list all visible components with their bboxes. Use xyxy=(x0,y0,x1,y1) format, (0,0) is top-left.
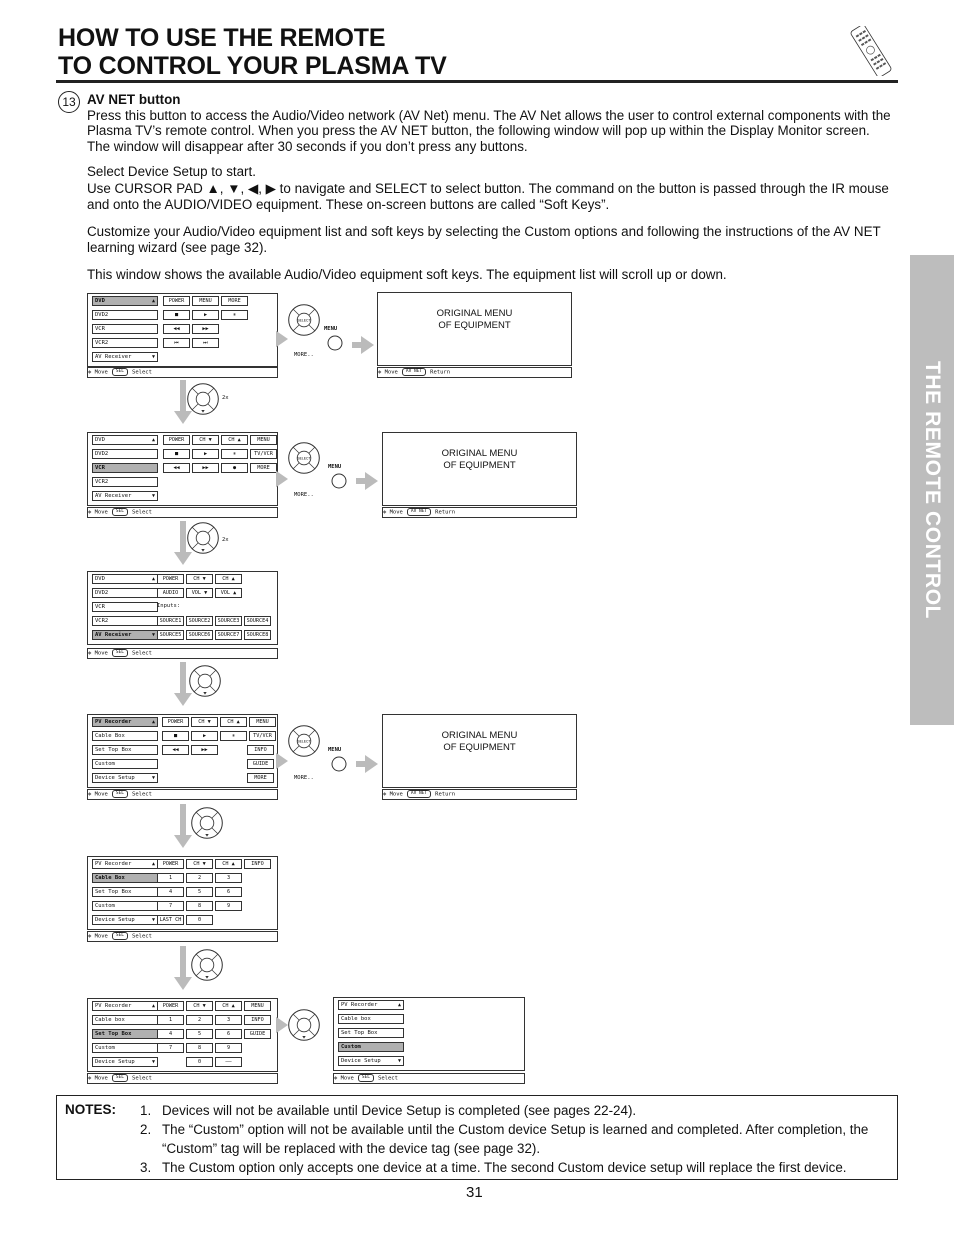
screen-footer-bar xyxy=(87,931,278,942)
soft-key-button[interactable]: 7 xyxy=(157,1043,184,1053)
original-menu-text xyxy=(378,308,571,332)
soft-key-button[interactable]: ⏸ xyxy=(220,731,247,741)
soft-key-button[interactable]: 8 xyxy=(186,901,213,911)
soft-key-button[interactable]: 2 xyxy=(186,1015,213,1025)
soft-key-button[interactable]: ■ xyxy=(162,731,189,741)
svg-text:SELECT: SELECT xyxy=(297,739,311,744)
soft-key-button[interactable]: SOURCE6 xyxy=(186,630,213,640)
soft-key-button[interactable]: AUDIO xyxy=(157,588,184,598)
soft-key-button[interactable]: 3 xyxy=(215,1015,242,1025)
note-text: The Custom option only accepts one device at a time. The second Custom device setup will replace the first device. xyxy=(162,1160,847,1175)
soft-key-button[interactable]: CH ▼ xyxy=(186,1001,213,1011)
cursor-pad-icon xyxy=(287,1008,321,1042)
soft-key-button[interactable]: POWER xyxy=(157,859,184,869)
soft-key-button[interactable]: LAST CH xyxy=(157,915,184,925)
device-list-item[interactable]: DVD2 xyxy=(92,449,158,459)
device-list-item[interactable]: Custom xyxy=(338,1042,404,1052)
device-list-item[interactable]: Device Setup ▼ xyxy=(338,1056,404,1066)
soft-key-button[interactable]: MORE xyxy=(247,773,274,783)
footer-select-label: Select xyxy=(378,1075,398,1082)
footer-return-label: Return xyxy=(435,509,456,516)
footer-move-label: ✥ Move xyxy=(383,791,403,798)
cursor-pad-icon xyxy=(287,441,321,475)
soft-key-button[interactable]: ■ xyxy=(163,310,190,320)
soft-key-button[interactable]: ▶ xyxy=(192,449,219,459)
footer-move-label: ✥ Move xyxy=(88,650,108,657)
soft-key-button[interactable]: MORE xyxy=(250,463,277,473)
soft-key-button[interactable]: MENU xyxy=(192,296,219,306)
sel-key-icon: SEL xyxy=(112,932,128,940)
soft-key-button[interactable]: 4 xyxy=(157,1029,184,1039)
soft-key-button[interactable]: ■ xyxy=(163,449,190,459)
cursor-pad-icon xyxy=(186,521,220,555)
footer-move-label: ✥ Move xyxy=(334,1075,354,1082)
soft-key-button[interactable]: ▶▶ xyxy=(192,324,219,334)
sel-key-icon: SEL xyxy=(112,649,128,657)
device-list-item[interactable]: AV Receiver ▼ xyxy=(92,352,158,362)
device-list-item[interactable]: VCR xyxy=(92,602,158,612)
cursor-pad-icon xyxy=(287,724,321,758)
notes-box xyxy=(56,1095,898,1180)
soft-key-button[interactable]: CH ▲ xyxy=(215,1001,242,1011)
menu-key-label: MENU xyxy=(328,747,342,753)
soft-key-button[interactable]: 6 xyxy=(215,887,242,897)
note-number: 2. xyxy=(140,1122,152,1137)
paragraph-4: Customize your Audio/Video equipment list and soft keys by selecting the Custom options and following the instructions of the AV NET learning wizard (see page 32). xyxy=(87,224,881,255)
soft-key-button[interactable]: 1 xyxy=(157,873,184,883)
side-tab-label: THE REMOTE CONTROL xyxy=(921,360,944,620)
device-list-item[interactable]: DVD2 xyxy=(92,588,158,598)
soft-key-button[interactable]: 9 xyxy=(215,1043,242,1053)
footer-select-label: Select xyxy=(132,369,152,376)
footer-move-label: ✥ Move xyxy=(88,509,108,516)
flow-arrow-right-icon xyxy=(352,336,374,354)
device-list-item[interactable]: VCR xyxy=(92,324,158,334)
device-list-item[interactable]: AV Receiver ▼ xyxy=(92,491,158,501)
device-list-item[interactable]: Set Top Box xyxy=(92,1029,158,1039)
soft-key-button[interactable]: INFO xyxy=(247,745,274,755)
device-list-item[interactable]: PV Recorder ▲ xyxy=(338,1000,404,1010)
device-list-item[interactable]: PV Recorder ▲ xyxy=(92,859,158,869)
note-number: 1. xyxy=(140,1103,152,1118)
soft-key-button[interactable]: SOURCE5 xyxy=(157,630,184,640)
menu-key-label: MENU xyxy=(328,464,342,470)
footer-move-label: ✥ Move xyxy=(88,791,108,798)
cursor-pad-icon xyxy=(190,806,224,840)
device-list-item[interactable]: Set Top Box xyxy=(338,1028,404,1038)
more-label: MORE.. xyxy=(294,352,314,358)
sel-key-icon: SEL xyxy=(112,508,128,516)
original-menu-line-2: OF EQUIPMENT xyxy=(443,460,516,471)
device-list-item[interactable]: Cable box xyxy=(338,1014,404,1024)
footer-select-label: Select xyxy=(132,933,152,940)
device-list-item[interactable]: Device Setup ▼ xyxy=(92,1057,158,1067)
scroll-down-icon: ▼ xyxy=(151,917,155,923)
cursor-pad-icon xyxy=(186,382,220,416)
soft-key-button[interactable]: 4 xyxy=(157,887,184,897)
press-twice-label: 2x xyxy=(222,537,229,543)
avnet-key-icon: AV NET xyxy=(407,790,431,798)
soft-key-button[interactable]: INFO xyxy=(244,1015,271,1025)
sel-key-icon: SEL xyxy=(112,1074,128,1082)
avnet-key-icon: AV NET xyxy=(402,368,426,376)
device-list-item[interactable]: VCR2 xyxy=(92,616,158,626)
soft-key-button[interactable]: ◀◀ xyxy=(163,463,190,473)
scroll-up-icon: ▲ xyxy=(151,576,155,582)
original-menu-line-1: ORIGINAL MENU xyxy=(441,730,518,741)
soft-key-button[interactable]: VOL ▼ xyxy=(186,588,213,598)
screen-footer-bar xyxy=(333,1073,525,1084)
device-list-item[interactable]: DVD ▲ xyxy=(92,296,158,306)
soft-key-button[interactable]: TV/VCR xyxy=(249,731,276,741)
screen-footer-bar xyxy=(382,789,577,800)
footer-return-label: Return xyxy=(435,791,456,798)
device-list-item[interactable]: PV Recorder ▲ xyxy=(92,717,158,727)
scroll-down-icon: ▼ xyxy=(151,775,155,781)
side-tab xyxy=(910,255,954,725)
soft-key-button[interactable]: ⏸ xyxy=(221,310,248,320)
device-list-item[interactable]: Custom xyxy=(92,901,158,911)
soft-key-button[interactable]: ◀◀ xyxy=(163,324,190,334)
soft-key-button[interactable]: 6 xyxy=(215,1029,242,1039)
menu-button-icon xyxy=(330,472,348,490)
original-menu-line-1: ORIGINAL MENU xyxy=(441,448,518,459)
device-list-item[interactable]: Cable box xyxy=(92,1015,158,1025)
soft-key-button[interactable]: MENU xyxy=(244,1001,271,1011)
step-number-badge: 13 xyxy=(58,91,80,113)
device-list-item[interactable]: DVD ▲ xyxy=(92,435,158,445)
footer-select-label: Select xyxy=(132,791,152,798)
footer-select-label: Select xyxy=(132,1075,152,1082)
title-rule xyxy=(56,80,898,83)
sel-key-icon: SEL xyxy=(112,790,128,798)
soft-key-button[interactable]: CH ▼ xyxy=(192,435,219,445)
original-menu-box xyxy=(377,292,572,366)
device-list-item[interactable]: PV Recorder ▲ xyxy=(92,1001,158,1011)
device-list-item[interactable]: Cable Box xyxy=(92,731,158,741)
soft-key-button[interactable]: ⏮ xyxy=(163,338,190,348)
soft-key-button[interactable]: 1 xyxy=(157,1015,184,1025)
scroll-up-icon: ▲ xyxy=(151,1003,155,1009)
device-list-item[interactable]: Set Top Box xyxy=(92,745,158,755)
section-heading: AV NET button xyxy=(87,92,181,107)
soft-key-button[interactable]: SOURCE2 xyxy=(186,616,213,626)
note-text: Devices will not be available until Device Setup is completed (see pages 22-24). xyxy=(162,1103,637,1118)
device-list-item[interactable]: Device Setup ▼ xyxy=(92,915,158,925)
original-menu-line-2: OF EQUIPMENT xyxy=(443,742,516,753)
cursor-pad-icon xyxy=(188,664,222,698)
soft-key-button[interactable]: POWER xyxy=(163,296,190,306)
soft-key-button[interactable]: SOURCE8 xyxy=(244,630,271,640)
screen-footer-bar xyxy=(87,367,278,378)
cursor-pad-icon xyxy=(287,303,321,337)
sel-key-icon: SEL xyxy=(112,368,128,376)
soft-key-button[interactable]: SOURCE4 xyxy=(244,616,271,626)
inputs-label: Inputs: xyxy=(157,603,181,609)
soft-key-button[interactable]: CH ▲ xyxy=(221,435,248,445)
note-text: The “Custom” option will not be available until the Custom device Setup is learned and completed. After completion, the “Custom” tag will be replaced with the device tag (see page 32). xyxy=(162,1122,869,1156)
flow-arrow-right-icon xyxy=(356,755,378,773)
scroll-down-icon: ▼ xyxy=(151,1059,155,1065)
note-number: 3. xyxy=(140,1160,152,1175)
original-menu-line-2: OF EQUIPMENT xyxy=(438,320,511,331)
soft-key-button[interactable]: SOURCE3 xyxy=(215,616,242,626)
svg-text:SELECT: SELECT xyxy=(297,456,311,461)
soft-key-button[interactable]: CH ▲ xyxy=(220,717,247,727)
screen-footer-bar xyxy=(87,648,278,659)
soft-key-button[interactable]: 0 xyxy=(186,1057,213,1067)
soft-key-button[interactable]: ▶▶ xyxy=(192,463,219,473)
footer-move-label: ✥ Move xyxy=(383,509,403,516)
cursor-pad-icon xyxy=(190,948,224,982)
device-list-item[interactable]: DVD ▲ xyxy=(92,574,158,584)
footer-return-label: Return xyxy=(430,369,451,376)
original-menu-line-1: ORIGINAL MENU xyxy=(436,308,513,319)
flow-arrow-right-icon xyxy=(356,472,378,490)
soft-key-button[interactable]: POWER xyxy=(163,435,190,445)
soft-key-button[interactable]: ● xyxy=(221,463,248,473)
soft-key-button[interactable]: ▶ xyxy=(191,731,218,741)
scroll-up-icon: ▲ xyxy=(151,861,155,867)
soft-key-button[interactable]: MENU xyxy=(249,717,276,727)
soft-key-button[interactable]: 3 xyxy=(215,873,242,883)
soft-key-button[interactable]: GUIDE xyxy=(247,759,274,769)
scroll-up-icon: ▲ xyxy=(151,719,155,725)
more-label: MORE.. xyxy=(294,492,314,498)
soft-key-button[interactable]: POWER xyxy=(162,717,189,727)
menu-button-icon xyxy=(330,755,348,773)
more-label: MORE.. xyxy=(294,775,314,781)
screen-footer-bar xyxy=(382,507,577,518)
section-body-1 xyxy=(87,92,893,154)
scroll-down-icon: ▼ xyxy=(151,354,155,360)
original-menu-text xyxy=(383,730,576,754)
svg-text:SELECT: SELECT xyxy=(297,318,311,323)
soft-key-button[interactable]: CH ▼ xyxy=(191,717,218,727)
scroll-down-icon: ▼ xyxy=(397,1058,401,1064)
screen-footer-bar xyxy=(87,507,278,518)
footer-select-label: Select xyxy=(132,650,152,657)
paragraph-2: Select Device Setup to start. xyxy=(87,164,256,179)
soft-key-button[interactable]: ▶▶ xyxy=(191,745,218,755)
scroll-down-icon: ▼ xyxy=(151,632,155,638)
sel-key-icon: SEL xyxy=(358,1074,374,1082)
soft-key-button[interactable]: ⏸ xyxy=(221,449,248,459)
menu-key-label: MENU xyxy=(324,326,338,332)
footer-select-label: Select xyxy=(132,509,152,516)
device-list-item[interactable]: Cable Box xyxy=(92,873,158,883)
device-list-item[interactable]: Custom xyxy=(92,1043,158,1053)
soft-key-button[interactable]: ▶ xyxy=(192,310,219,320)
device-list-item[interactable]: AV Receiver ▼ xyxy=(92,630,158,640)
soft-key-button[interactable]: 5 xyxy=(186,1029,213,1039)
footer-move-label: ✥ Move xyxy=(378,369,398,376)
device-list-item[interactable]: Set Top Box xyxy=(92,887,158,897)
footer-move-label: ✥ Move xyxy=(88,933,108,940)
device-list-item[interactable]: VCR2 xyxy=(92,477,158,487)
scroll-up-icon: ▲ xyxy=(151,437,155,443)
title-line-2: TO CONTROL YOUR PLASMA TV xyxy=(58,52,447,80)
paragraph-1: Press this button to access the Audio/Video network (AV Net) menu. The AV Net allows the user to control external components with the Plasma TV’s remote control. When you press the AV NET button, the following window will pop up within the Display Monitor screen. The window will disappear after 30 seconds if you don’t press any buttons. xyxy=(87,107,891,154)
soft-key-button[interactable]: POWER xyxy=(157,1001,184,1011)
soft-key-button[interactable]: CH ▼ xyxy=(186,574,213,584)
scroll-up-icon: ▲ xyxy=(151,298,155,304)
soft-key-button[interactable]: 0 xyxy=(186,915,213,925)
device-list-item[interactable]: Device Setup ▼ xyxy=(92,773,158,783)
soft-key-button[interactable]: 7 xyxy=(157,901,184,911)
soft-key-button[interactable]: VOL ▲ xyxy=(215,588,242,598)
soft-key-button[interactable]: 8 xyxy=(186,1043,213,1053)
soft-key-button[interactable]: SOURCE7 xyxy=(215,630,242,640)
avnet-key-icon: AV NET xyxy=(407,508,431,516)
page-number: 31 xyxy=(466,1184,483,1201)
screen-footer-bar xyxy=(377,367,572,378)
soft-key-button[interactable]: CH ▲ xyxy=(215,574,242,584)
soft-key-button[interactable]: 9 xyxy=(215,901,242,911)
soft-key-button[interactable]: INFO xyxy=(244,859,271,869)
soft-key-button[interactable]: MENU xyxy=(250,435,277,445)
soft-key-button[interactable]: CH ▲ xyxy=(215,859,242,869)
soft-key-button[interactable]: ⏭ xyxy=(192,338,219,348)
soft-key-button[interactable]: TV/VCR xyxy=(250,449,277,459)
original-menu-text xyxy=(383,448,576,472)
soft-key-button[interactable]: GUIDE xyxy=(244,1029,271,1039)
soft-key-button[interactable]: POWER xyxy=(157,574,184,584)
press-twice-label: 2x xyxy=(222,395,229,401)
soft-key-button[interactable]: SOURCE1 xyxy=(157,616,184,626)
footer-move-label: ✥ Move xyxy=(88,369,108,376)
original-menu-box xyxy=(382,432,577,506)
page-title xyxy=(58,24,447,80)
screen-footer-bar xyxy=(87,789,278,800)
soft-key-button[interactable]: ◀◀ xyxy=(162,745,189,755)
paragraph-5: This window shows the available Audio/Video equipment soft keys. The equipment list will scroll up or down. xyxy=(87,267,727,282)
title-line-1: HOW TO USE THE REMOTE xyxy=(58,24,386,52)
soft-key-button[interactable]: —— xyxy=(215,1057,242,1067)
device-list-item[interactable]: Custom xyxy=(92,759,158,769)
notes-heading: NOTES: xyxy=(65,1102,117,1117)
screen-footer-bar xyxy=(87,1073,278,1084)
scroll-down-icon: ▼ xyxy=(151,493,155,499)
soft-key-button[interactable]: 2 xyxy=(186,873,213,883)
soft-key-button[interactable]: CH ▼ xyxy=(186,859,213,869)
remote-control-icon xyxy=(848,26,894,76)
soft-key-button[interactable]: 5 xyxy=(186,887,213,897)
device-list-item[interactable]: DVD2 xyxy=(92,310,158,320)
menu-button-icon xyxy=(326,334,344,352)
footer-move-label: ✥ Move xyxy=(88,1075,108,1082)
paragraph-3: Use CURSOR PAD ▲, ▼, ◀, ▶ to navigate and SELECT to select button. The command on the button is passed through the IR mouse and onto the AUDIO/VIDEO equipment. These on-screen buttons are called “Soft Keys”. xyxy=(87,181,889,212)
device-list-item[interactable]: VCR2 xyxy=(92,338,158,348)
soft-key-button[interactable]: MORE xyxy=(221,296,248,306)
scroll-up-icon: ▲ xyxy=(397,1002,401,1008)
device-list-item[interactable]: VCR xyxy=(92,463,158,473)
original-menu-box xyxy=(382,714,577,788)
